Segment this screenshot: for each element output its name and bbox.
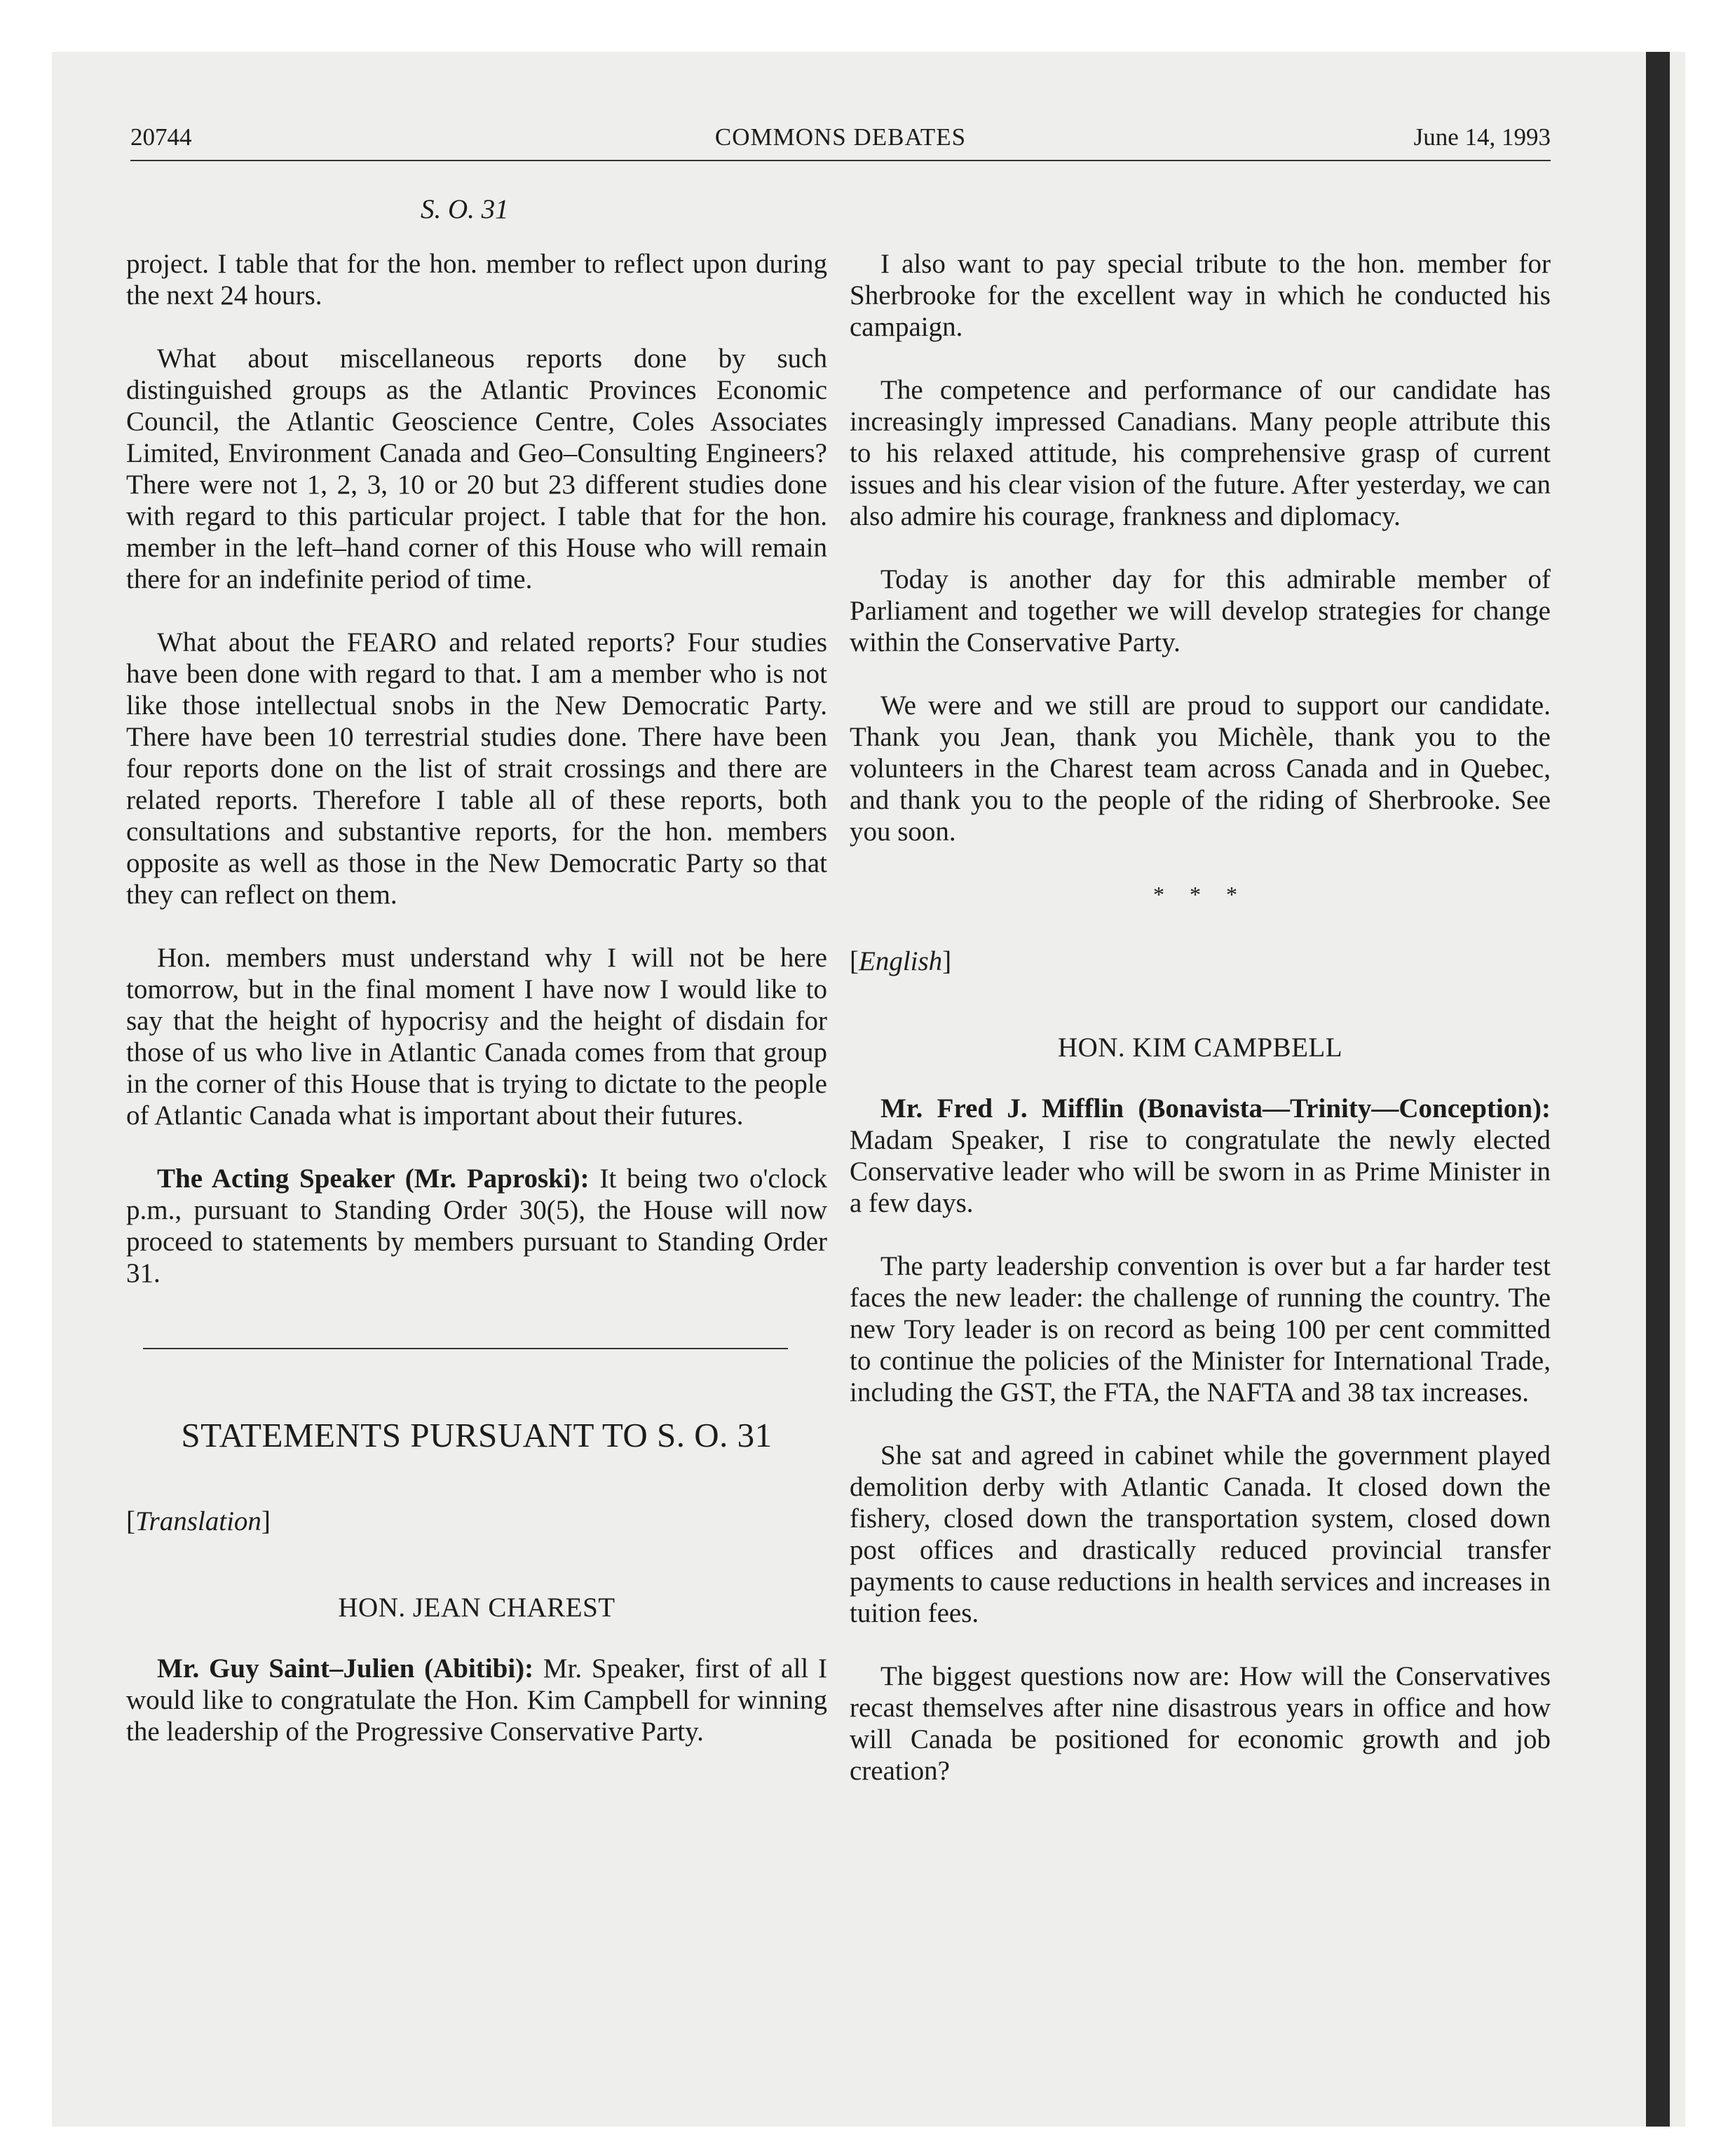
page-number: 20744 — [130, 123, 192, 151]
paragraph: The biggest questions now are: How will the Conservatives recast themselves after nine disastrous years in office and how will Canada be positioned for economic growth and job creation? — [850, 1661, 1551, 1786]
paragraph: The competence and performance of our candidate has increasingly impressed Canadians. Many people attribute this to his relaxed attitude, his comprehensive grasp of current issues and his clear vision of the future. After yesterday, we can also admire his courage, frankness and diplomacy. — [850, 375, 1551, 531]
header-date: June 14, 1993 — [1413, 123, 1551, 151]
paragraph: project. I table that for the hon. member to reflect upon during the next 24 hours. — [126, 249, 827, 311]
statement-heading: HON. KIM CAMPBELL — [1057, 1032, 1343, 1063]
speaker-paragraph — [126, 1653, 827, 1747]
section-break-stars: * * * — [1153, 882, 1247, 907]
statement-heading: HON. JEAN CHAREST — [338, 1592, 615, 1623]
paragraph: Hon. members must understand why I will not be here tomorrow, but in the final moment I have now I would like to say that the height of hypocrisy and the height of disdain for those of us who live in Atlantic Canada comes from that group in the corner of this House that is trying to dictate to the people of Atlantic Canada what is important about their futures. — [126, 943, 827, 1131]
language-tag-text: English — [859, 946, 943, 976]
scan-edge — [1646, 52, 1670, 2127]
speaker-name: Mr. Fred J. Mifflin (Bonavista—Trinity—Conception): — [880, 1093, 1551, 1124]
page-header — [130, 123, 1551, 161]
language-tag: [English] — [850, 946, 952, 976]
language-tag: [Translation] — [126, 1506, 271, 1536]
paragraph: The party leadership convention is over but a far harder test faces the new leader: the challenge of running the country. The new Tory leader is on record as being 100 per cent committed to continue the policies of the Minister for International Trade, including the GST, the FTA, the NAFTA and 38 tax increases. — [850, 1251, 1551, 1407]
speaker-paragraph — [126, 1163, 827, 1289]
speaker-name: The Acting Speaker (Mr. Paproski): — [157, 1164, 590, 1194]
speaker-text: It being two o'clock p.m., pursuant to Standing Order 30(5), the House will now proceed to statements by members pursuant to Standing Order 31. — [126, 1164, 828, 1288]
speaker-name: Mr. Guy Saint–Julien (Abitibi): — [157, 1653, 534, 1684]
paragraph: What about the FEARO and related reports? Four studies have been done with regard to that. I am a member who is not like those intellectual snobs in the New Democratic Party. There have been 10 terrestrial studies done. There have been four reports done on the list of strait crossings and there are related reports. Therefore I table all of these reports, both consultations and substantive reports, for the hon. members opposite as well as those in the New Democratic Party so that they can reflect on them. — [126, 627, 827, 910]
speaker-text: Mr. Speaker, first of all I would like to congratulate the Hon. Kim Campbell for winning the leadership of the Progressive Conservative Party. — [126, 1653, 827, 1747]
speaker-paragraph — [850, 1093, 1551, 1219]
right-column — [850, 248, 1551, 1818]
section-title: STATEMENTS PURSUANT TO S. O. 31 — [181, 1416, 773, 1454]
publication-title: COMMONS DEBATES — [714, 123, 967, 151]
left-column — [126, 248, 827, 1779]
paragraph: What about miscellaneous reports done by such distinguished groups as the Atlantic Provinces Economic Council, the Atlantic Geoscience Centre, Coles Associates Limited, Environment Canada and Geo–Consulting Engineers? There were not 1, 2, 3, 10 or 20 but 23 different studies done with regard to this particular project. I table that for the hon. member in the left–hand corner of this House who will remain there for an indefinite period of time. — [126, 343, 827, 594]
paragraph: Today is another day for this admirable member of Parliament and together we will develop strategies for change within the Conservative Party. — [850, 564, 1551, 657]
speaker-text: Madam Speaker, I rise to congratulate the newly elected Conservative leader who will be sworn in as Prime Minister in a few days. — [850, 1125, 1551, 1218]
paragraph: She sat and agreed in cabinet while the government played demolition derby with Atlantic Canada. It closed down the fishery, closed down the transportation system, closed down post offices and drastically reduced provincial transfer payments to cause reductions in health services and increases in tuition fees. — [850, 1440, 1551, 1628]
standing-order-label: S. O. 31 — [421, 194, 509, 224]
section-divider — [143, 1348, 788, 1349]
language-tag-text: Translation — [135, 1506, 261, 1536]
paragraph: I also want to pay special tribute to the hon. member for Sherbrooke for the excellent way in which he conducted his campaign. — [850, 249, 1551, 342]
paragraph: We were and we still are proud to support our candidate. Thank you Jean, thank you Michèle, thank you to the volunteers in the Charest team across Canada and in Quebec, and thank you to the people of the riding of Sherbrooke. See you soon. — [850, 690, 1551, 847]
